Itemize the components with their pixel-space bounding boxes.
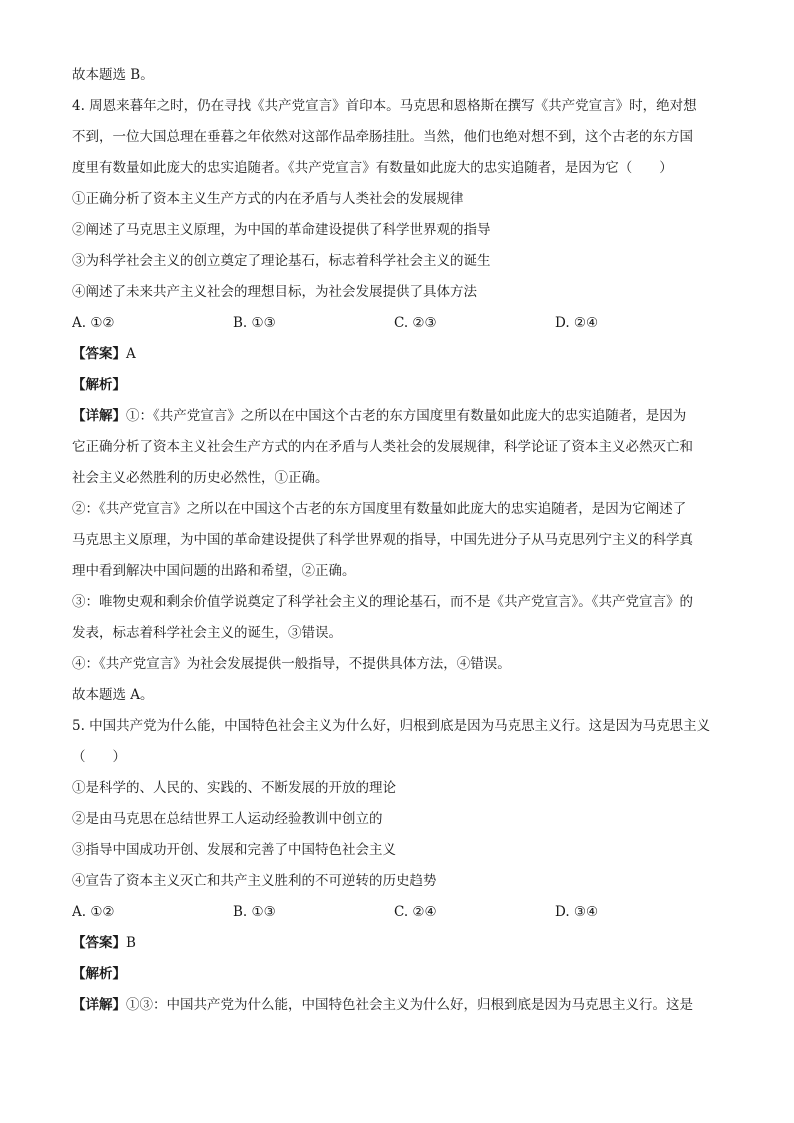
q5-statement-3: ③指导中国成功开创、发展和完善了中国特色社会主义: [72, 842, 396, 858]
q5-stem-line: （ ）: [72, 749, 126, 765]
q5-options: [72, 897, 722, 928]
q4-conclusion: 故本题选 A。: [72, 687, 154, 703]
q4-detail-line: 它正确分析了资本主义社会生产方式的内在矛盾与人类社会的发展规律，科学论证了资本主义必然灭亡和: [72, 439, 693, 455]
q4-detail-first: [72, 401, 722, 432]
answer-value: A: [126, 346, 136, 362]
q4-option-d: D. ②④: [555, 315, 599, 331]
answer-value: B: [126, 935, 136, 951]
q5-statement-1: ①是科学的、人民的、实践的、不断发展的开放的理论: [72, 780, 396, 796]
q4-analysis-tag: 【解析】: [72, 377, 126, 393]
detail-tag: 【详解】: [72, 408, 126, 424]
q4-detail-line: 社会主义必然胜利的历史必然性，①正确。: [72, 470, 329, 486]
answer-tag: 【答案】: [72, 346, 126, 362]
q4-stem-line: 度里有数量如此庞大的忠实追随者。《共产党宣言》有数量如此庞大的忠实追随者，是因为它（ ）: [72, 160, 673, 176]
question-4: [72, 91, 722, 711]
q4-detail-line: ④：《共产党宣言》为社会发展提供一般指导，不提供具体方法，④错误。: [72, 656, 511, 672]
q5-detail-first: [72, 990, 722, 1021]
q4-option-a: A. ①②: [72, 315, 115, 331]
q4-statement-2: ②阐述了马克思主义原理，为中国的革命建设提供了科学世界观的指导: [72, 222, 491, 238]
q5-option-d: D. ③④: [555, 904, 599, 920]
detail-text: ①③：中国共产党为什么能，中国特色社会主义为什么好，归根到底是因为马克思主义行。这是: [126, 997, 693, 1013]
q4-detail-line: 马克思主义原理，为中国的革命建设提供了科学世界观的指导，中国先进分子从马克思列宁主义的科学真: [72, 532, 693, 548]
q5-option-a: A. ①②: [72, 904, 115, 920]
document-page: [72, 60, 722, 1021]
answer-tag: 【答案】: [72, 935, 126, 951]
q4-stem-line: 不到，一位大国总理在垂暮之年依然对这部作品牵肠挂肚。当然，他们也绝对想不到，这个古老的东方国: [72, 129, 693, 145]
q5-option-b: B. ①③: [233, 904, 276, 920]
q4-detail-line: ③：唯物史观和剩余价值学说奠定了科学社会主义的理论基石，而不是《共产党宣言》。《共产党宣言》的: [72, 594, 693, 610]
q4-option-b: B. ①③: [233, 315, 276, 331]
q4-detail-line: ②：《共产党宣言》之所以在中国这个古老的东方国度里有数量如此庞大的忠实追随者，是因为它阐述了: [72, 501, 687, 517]
q4-answer: [72, 339, 722, 370]
q4-statement-3: ③为科学社会主义的创立奠定了理论基石，标志着科学社会主义的诞生: [72, 253, 491, 269]
q5-statement-4: ④宣告了资本主义灭亡和共产主义胜利的不可逆转的历史趋势: [72, 873, 437, 889]
q4-stem-line: 4. 周恩来暮年之时，仍在寻找《共产党宣言》首印本。马克思和恩格斯在撰写《共产党宣言》时，绝对想: [72, 98, 697, 114]
conclusion-prev: 故本题选 B。: [72, 67, 154, 83]
q4-options: [72, 308, 722, 339]
q5-analysis-tag: 【解析】: [72, 966, 126, 982]
q4-detail-line: 理中看到解决中国问题的出路和希望，②正确。: [72, 563, 356, 579]
detail-text: ①：《共产党宣言》之所以在中国这个古老的东方国度里有数量如此庞大的忠实追随者，是因为: [126, 408, 687, 424]
q4-statement-1: ①正确分析了资本主义生产方式的内在矛盾与人类社会的发展规律: [72, 191, 464, 207]
q4-statement-4: ④阐述了未来共产主义社会的理想目标，为社会发展提供了具体方法: [72, 284, 477, 300]
q5-stem-line: 5. 中国共产党为什么能，中国特色社会主义为什么好，归根到底是因为马克思主义行。这是因为马克思主义: [72, 718, 711, 734]
q4-option-c: C. ②③: [394, 315, 437, 331]
q5-answer: [72, 928, 722, 959]
q4-detail-line: 发表，标志着科学社会主义的诞生，③错误。: [72, 625, 342, 641]
question-5: [72, 711, 722, 1021]
q5-statement-2: ②是由马克思在总结世界工人运动经验教训中创立的: [72, 811, 383, 827]
detail-tag: 【详解】: [72, 997, 126, 1013]
q5-option-c: C. ②④: [394, 904, 437, 920]
